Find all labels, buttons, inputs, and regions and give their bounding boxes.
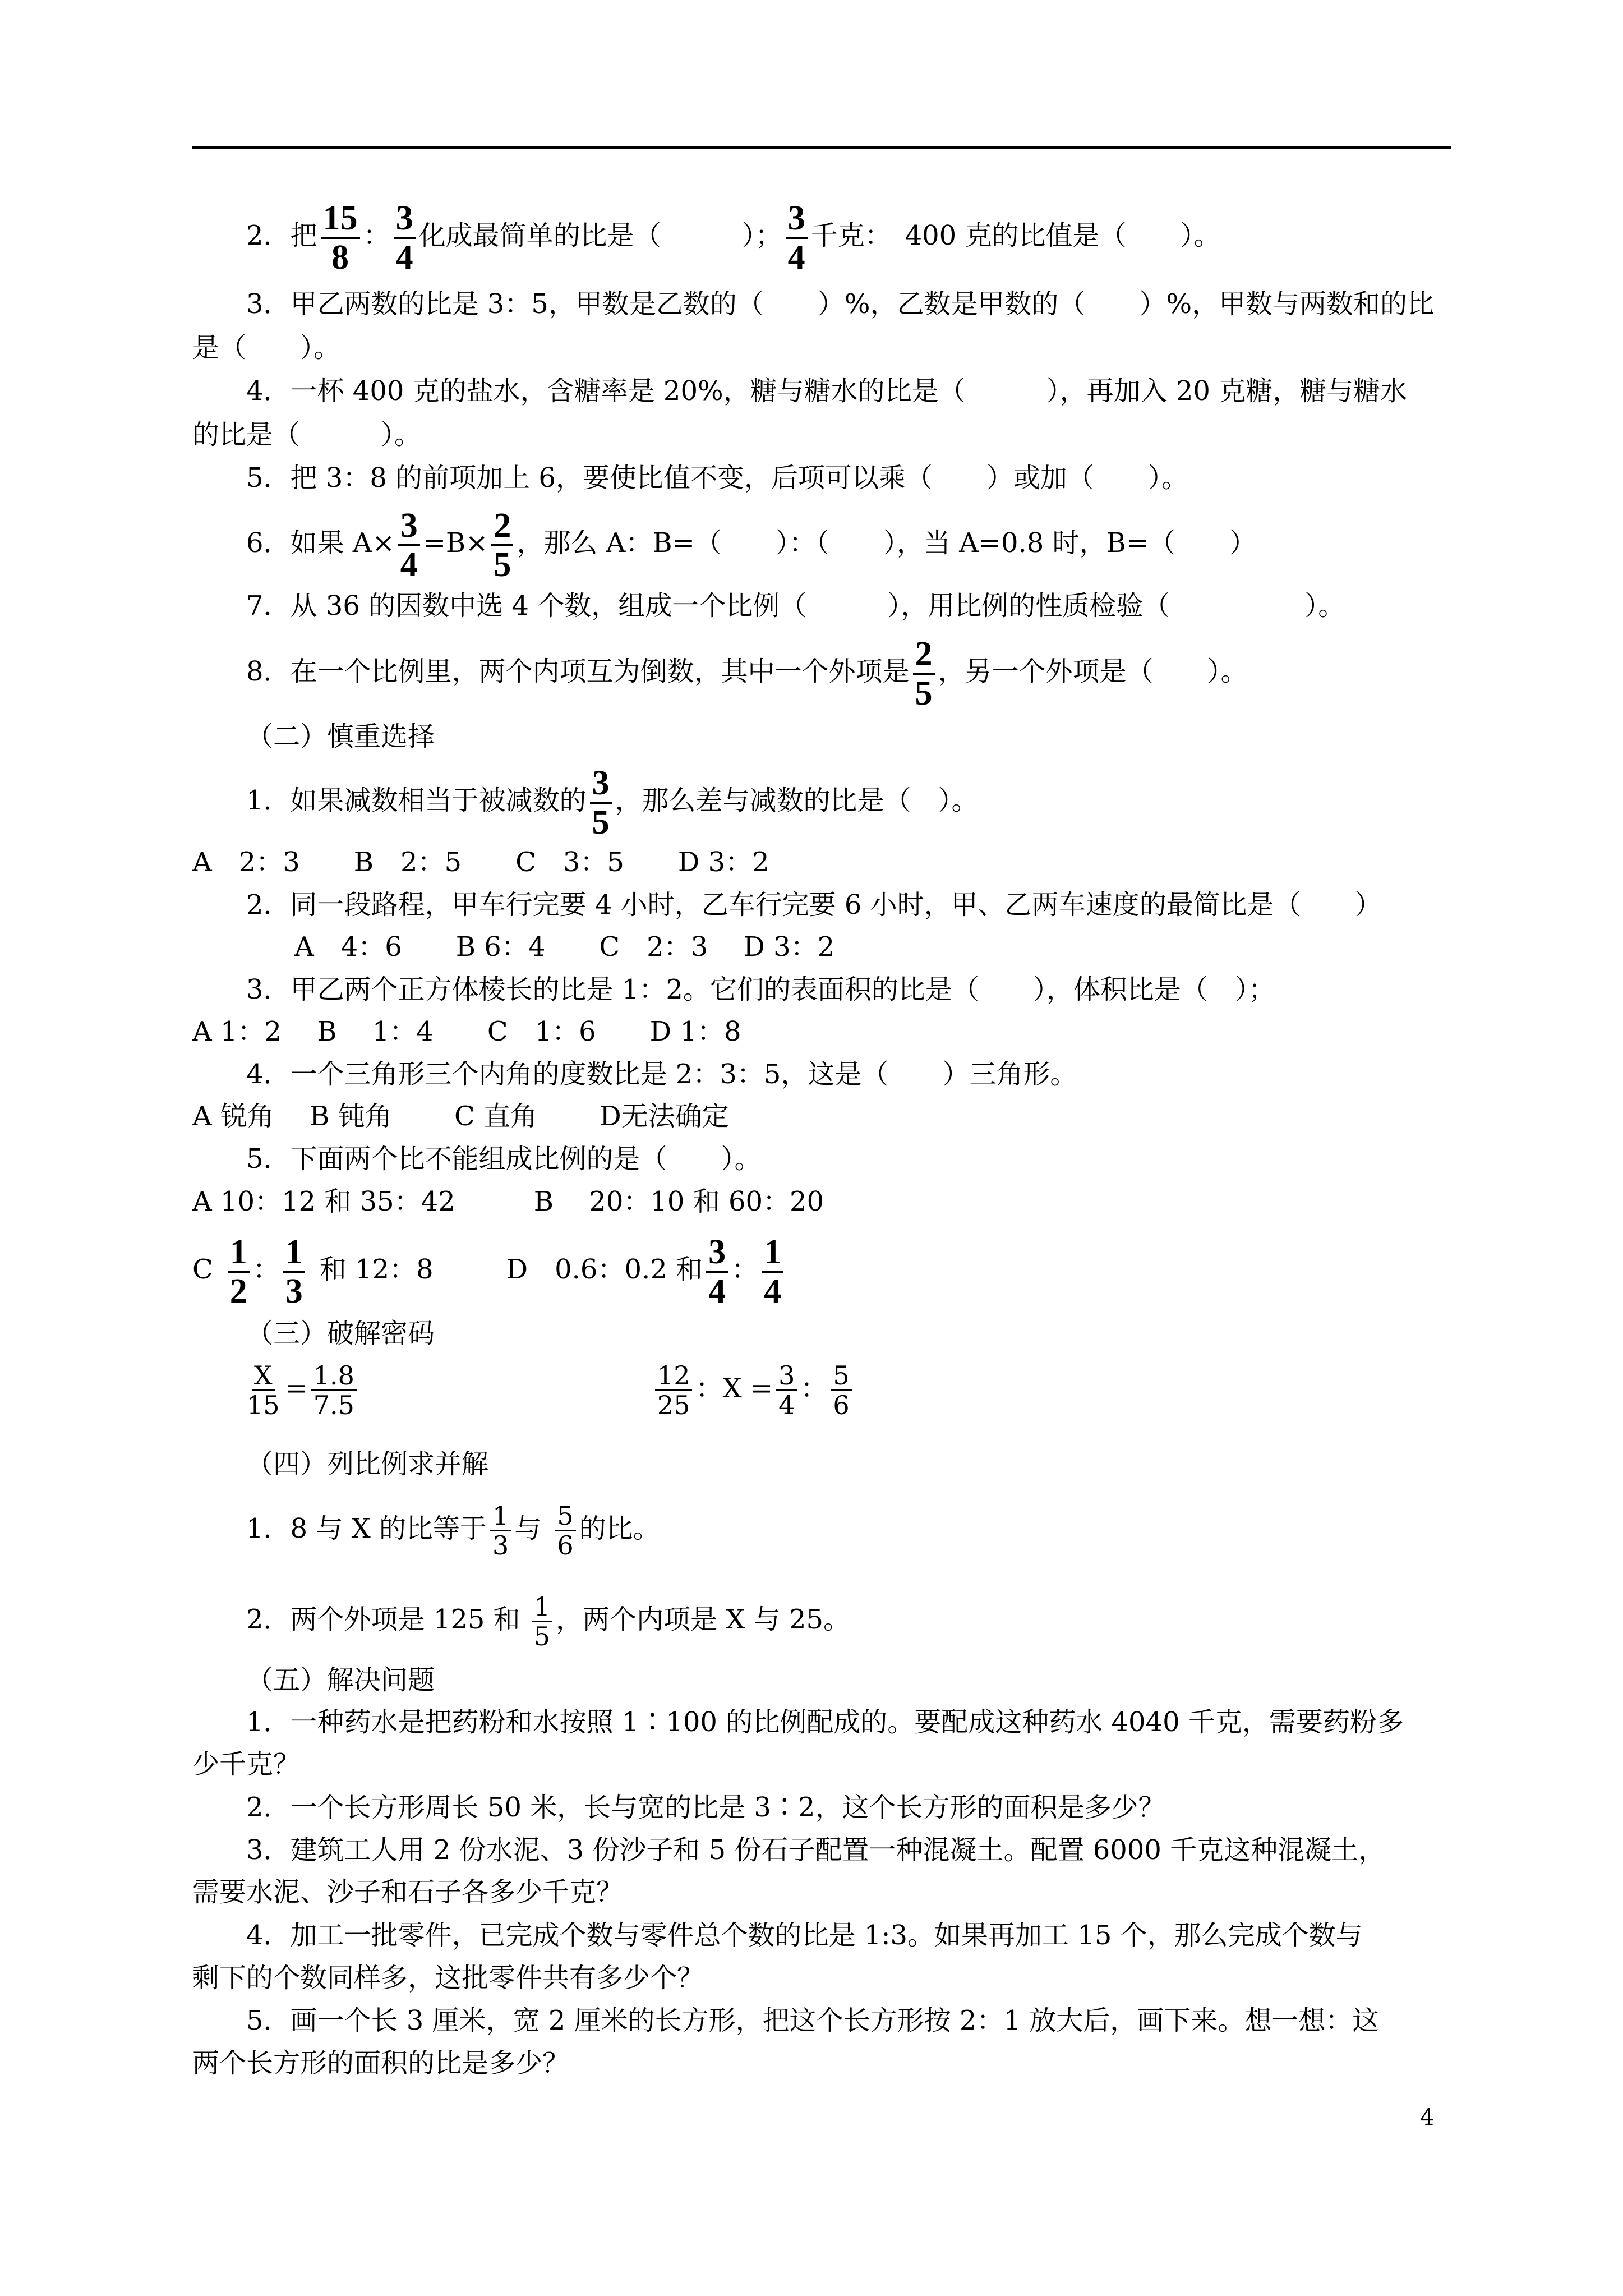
fill-q4-line2: 的比是（ ）。 (192, 419, 422, 450)
problem-q2: 2．一个长方形周长 50 米，长与宽的比是 3∶2，这个长方形的面积是多少？ (246, 1792, 1165, 1823)
text: 和 12：8 (319, 1254, 434, 1285)
text: 2．两个外项是 125 和 (246, 1604, 520, 1635)
choice-q5: 5．下面两个比不能组成比例的是（ ）。 (246, 1143, 762, 1175)
choice-q2-options: A 4：6 B 6：4 C 2：3 D 3：2 (294, 931, 835, 963)
fraction: $\frac{5}{6}$ (831, 1361, 851, 1419)
fraction: $\frac{5}{6}$ (555, 1502, 575, 1559)
fraction: $\frac{3}{4}$ (398, 507, 420, 583)
fill-q5: 5．把 3：8 的前项加上 6，要使比值不变，后项可以乘（ ）或加（ ）。 (246, 462, 1188, 494)
fraction: $\frac{2}{5}$ (913, 636, 935, 712)
choice-q5-options-cd (192, 1227, 1451, 1312)
fraction: $\frac{1.8}{7.5}$ (311, 1361, 357, 1419)
fraction: $\frac{3}{4}$ (706, 1234, 728, 1310)
proportion-q1 (192, 1487, 1505, 1571)
fill-q3-line1: 3．甲乙两数的比是 3：5，甲数是乙数的（ ）%，乙数是甲数的（ ）%，甲数与两数和的比 (246, 288, 1435, 320)
fraction: $\frac{1}{5}$ (532, 1593, 552, 1650)
text: 8．在一个比例里，两个内项互为倒数，其中一个外项是 (246, 656, 910, 687)
choice-q2: 2．同一段路程，甲车行完要 4 小时，乙车行完要 6 小时，甲、乙两车速度的最简比是（ ） (246, 889, 1382, 921)
fraction: $\frac{1}{2}$ (228, 1234, 250, 1310)
problem-q1-line2: 少千克？ (192, 1749, 301, 1780)
text: ： (731, 1254, 759, 1285)
fraction: $\frac{12}{25}$ (655, 1361, 693, 1419)
choice-q4-options: A 锐角 B 钝角 C 直角 D无法确定 (192, 1101, 729, 1132)
choice-q3: 3．甲乙两个正方体棱长的比是 1：2。它们的表面积的比是（ ），体积比是（ ）； (246, 974, 1275, 1005)
problem-q3-line2: 需要水泥、沙子和石子各多少千克？ (192, 1876, 624, 1908)
option-a: A 10：12 和 35：42 (192, 1186, 455, 1217)
fill-q2 (192, 194, 1505, 278)
text: =B× (423, 527, 488, 559)
option-b: B 20：10 和 60：20 (533, 1186, 824, 1217)
text: 化成最简单的比是（ ）； (418, 220, 782, 251)
text: ，那么 A：B=（ ）：（ ），当 A=0.8 时，B=（ ） (517, 527, 1257, 559)
fraction: $\frac{3}{4}$ (776, 1361, 797, 1419)
fill-q6 (192, 501, 1505, 585)
choice-q3-options: A 1：2 B 1：4 C 1：6 D 1：8 (192, 1016, 741, 1047)
text: ，两个内项是 X 与 25。 (555, 1604, 850, 1635)
text: ： (252, 1254, 280, 1285)
text: 与 (514, 1513, 542, 1544)
text: ，另一个外项是（ ）。 (938, 656, 1248, 687)
choice-q4: 4．一个三角形三个内角的度数比是 2：3：5，这是（ ）三角形。 (246, 1059, 1077, 1090)
option-c-label: C (192, 1254, 213, 1285)
choice-q1-options: A 2：3 B 2：5 C 3：5 D 3：2 (192, 846, 769, 878)
option-d-label: D 0.6：0.2 和 (506, 1254, 703, 1285)
header-rule (192, 146, 1451, 149)
text: 1．如果减数相当于被减数的 (246, 785, 587, 816)
problem-q5-line2: 两个长方形的面积的比是多少？ (192, 2047, 570, 2079)
text: 6．如果 A× (246, 527, 395, 559)
text: ，那么差与减数的比是（ ）。 (615, 785, 979, 816)
fill-q3-line2: 是（ ）。 (192, 332, 341, 364)
text: ： (800, 1373, 828, 1404)
section-heading-proportion: （四）列比例求并解 (246, 1448, 489, 1480)
decode-equations (241, 1346, 1447, 1430)
text: ： (363, 220, 390, 251)
fraction: $\frac{1}{3}$ (490, 1502, 511, 1559)
problem-q5-line1: 5．画一个长 3 厘米，宽 2 厘米的长方形，把这个长方形按 2：1 放大后，画下来。想一想：这 (246, 2005, 1380, 2036)
fraction: $\frac{1}{4}$ (762, 1234, 783, 1310)
fraction: $\frac{3}{4}$ (786, 200, 808, 276)
page-number: 4 (1420, 2105, 1435, 2131)
fraction: $\frac{15}{8}$ (321, 200, 360, 276)
section-heading-problems: （五）解决问题 (246, 1664, 435, 1696)
text: 1．8 与 X 的比等于 (246, 1513, 487, 1544)
text: 千克： 400 克的比值是（ ）。 (810, 220, 1221, 251)
fraction: $\frac{X}{15}$ (247, 1360, 280, 1420)
problem-q4-line1: 4．加工一批零件，已完成个数与零件总个数的比是 1:3。如果再加工 15 个，那么完成个数与 (246, 1920, 1363, 1951)
text: 的比。 (579, 1513, 660, 1544)
fill-q4-line1: 4．一杯 400 克的盐水，含糖率是 20%，糖与糖水的比是（ ），再加入 20 克糖，糖与糖水 (246, 375, 1408, 407)
problem-q4-line2: 剩下的个数同样多，这批零件共有多少个？ (192, 1962, 704, 1994)
section-heading-choice: （二）慎重选择 (246, 721, 435, 752)
text: 2．把 (246, 220, 317, 251)
problem-q3-line1: 3．建筑工人用 2 份水泥、3 份沙子和 5 份石子配置一种混凝土。配置 6000 千克这种混凝土， (246, 1834, 1386, 1866)
fill-q7: 7．从 36 的因数中选 4 个数，组成一个比例（ ），用比例的性质检验（ ）。 (246, 590, 1345, 622)
fill-q8 (192, 629, 1505, 714)
fraction: $\frac{3}{5}$ (590, 765, 612, 841)
text: = (285, 1373, 308, 1404)
choice-q5-options-ab (192, 1185, 1451, 1218)
text: ：X = (695, 1373, 773, 1404)
fraction: $\frac{2}{5}$ (491, 507, 513, 583)
fraction: $\frac{3}{4}$ (394, 200, 416, 276)
proportion-q2 (192, 1577, 1505, 1662)
section-heading-decode: （三）破解密码 (246, 1318, 435, 1349)
problem-q1-line1: 1．一种药水是把药粉和水按照 1∶100 的比例配成的。要配成这种药水 4040 千克，需要药粉多 (246, 1706, 1404, 1738)
fraction: $\frac{1}{3}$ (283, 1234, 305, 1310)
choice-q1 (192, 758, 1505, 843)
